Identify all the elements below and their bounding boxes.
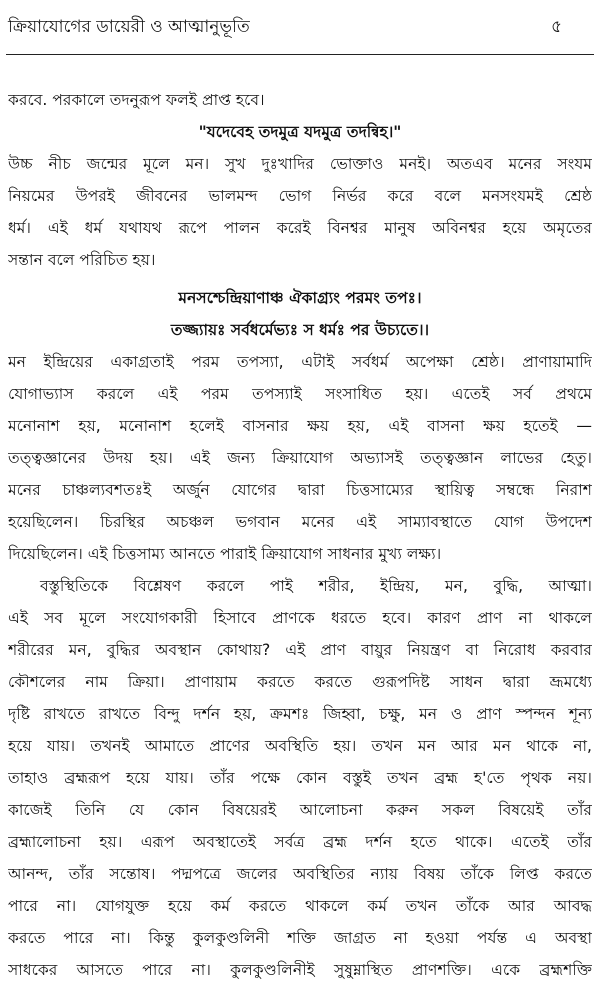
text-line: কৌশলের নাম ক্রিয়া। প্রাণায়াম করতে করতে গুরূপদিষ্ট সাধন দ্বারা ভ্রূমধ্যে	[8, 673, 592, 691]
text-line: করতে পারে না। কিন্তু কুলকুণ্ডলিনী শক্তি জাগ্রত না হওয়া পর্যন্ত এ অবস্থা	[8, 929, 592, 947]
verse-line: মনসশ্চেন্দ্রিয়াণাঞ্চ ঐকাগ্র্যং পরমং তপঃ।	[178, 289, 422, 307]
verse-line: তজ্জ্যায়ঃ সর্বধর্মেভ্যঃ স ধর্মঃ পর উচ্যতে।।	[170, 321, 430, 339]
text-line: শরীরের মন, বুদ্ধির অবস্থান কোথায়? এই প্রাণ বায়ুর নিয়ন্ত্রণ বা নিরোধ করবার	[8, 641, 592, 659]
text-line: মনোনাশ হয়, মনোনাশ হলেই বাসনার ক্ষয় হয়, এই বাসনা ক্ষয় হতেই —	[8, 417, 592, 435]
text-line: দৃষ্টি রাখতে রাখতে বিন্দু দর্শন হয়, ক্রমশঃ জিহ্বা, চক্ষু, মন ও প্রাণ স্পন্দন শূন্য	[8, 705, 592, 723]
text-line: তাহাও ব্রহ্মরূপ হয়ে যায়। তাঁর পক্ষে কোন বস্তুই তখন ব্রহ্ম হ'তে পৃথক নয়।	[8, 769, 592, 787]
page-number: ৫	[550, 17, 562, 37]
text-line: সন্তান বলে পরিচিত হয়।	[8, 251, 156, 269]
text-line: আনন্দ, তাঁর সন্তোষ। পদ্মপত্রে জলের অবস্থিতির ন্যায় বিষয় তাঁকে লিপ্ত করতে	[8, 865, 592, 883]
text-line: কাজেই তিনি যে কোন বিষয়েরই আলোচনা করুন সকল বিষয়েই তাঁর	[8, 801, 592, 819]
text-line: পারে না। যোগযুক্ত হয়ে কর্ম করতে থাকলে কর্ম তখন তাঁকে আর আবদ্ধ	[8, 897, 592, 915]
text-line: সাধকের আসতে পারে না। কুলকুণ্ডলিনীই সুষুম্নাস্থিত প্রাণশক্তি। একে ব্রহ্মশক্তি	[8, 961, 592, 979]
text-line: বস্তুস্থিতিকে বিশ্লেষণ করলে পাই শরীর, ইন্দ্রিয়, মন, বুদ্ধি, আত্মা।	[40, 577, 592, 595]
running-header	[8, 14, 562, 42]
text-line: যোগাভ্যাস করলে এই পরম তপস্যাই সংসাধিত হয়। এতেই সর্ব প্রথমে	[8, 385, 592, 403]
text-line: করবে. পরকালে তদনুরূপ ফলই প্রাপ্ত হবে।	[8, 91, 265, 109]
page-body	[8, 84, 592, 986]
text-line: ধর্ম। এই ধর্ম যথাযথ রূপে পালন করেই বিনশ্বর মানুষ অবিনশ্বর হয়ে অমৃতের	[8, 219, 592, 237]
text-line: মনের চাঞ্চল্যবশতঃই অর্জুন যোগের দ্বারা চিত্তসাম্যের স্থায়িত্ব সম্বন্ধে নিরাশ	[8, 481, 592, 499]
text-line: দিয়েছিলেন। এই চিত্তসাম্য আনতে পারাই ক্রিয়াযোগ সাধনার মুখ্য লক্ষ্য।	[8, 545, 442, 563]
text-line: এই সব মূলে সংযোগকারী হিসাবে প্রাণকে ধরতে হবে। কারণ প্রাণ না থাকলে	[8, 609, 592, 627]
verse-line: "যদেবেহ তদমুত্র যদমুত্র তদন্বিহ।"	[198, 123, 402, 141]
text-line: নিয়মের উপরই জীবনের ভালমন্দ ভোগ নির্ভর করে বলে মনসংযমই শ্রেষ্ঠ	[8, 187, 592, 205]
text-line: ব্রহ্মালোচনা হয়। এরূপ অবস্থাতেই সর্বত্র ব্রহ্ম দর্শন হতে থাকে। এতেই তাঁর	[8, 833, 592, 851]
text-line: তত্ত্বজ্ঞানের উদয় হয়। এই জন্য ক্রিয়াযোগ অভ্যাসই তত্ত্বজ্ঞান লাভের হেতু।	[8, 449, 592, 467]
header-title: ক্রিয়াযোগের ডায়েরী ও আত্মানুভূতি	[8, 17, 250, 37]
text-line: মন ইন্দ্রিয়ের একাগ্রতাই পরম তপস্যা, এটাই সর্বধর্ম অপেক্ষা শ্রেষ্ঠ। প্রাণায়ামাদি	[8, 353, 592, 371]
header-rule	[6, 54, 594, 55]
text-line: হয়েছিলেন। চিরস্থির অচঞ্চল ভগবান মনের এই সাম্যাবস্থাতে যোগ উপদেশ	[8, 513, 592, 531]
text-line: উচ্চ নীচ জন্মের মূলে মন। সুখ দুঃখাদির ভোক্তাও মনই। অতএব মনের সংযম	[8, 155, 592, 173]
text-line: হয়ে যায়। তখনই আমাতে প্রাণের অবস্থিতি হয়। তখন মন আর মন থাকে না,	[8, 737, 592, 755]
